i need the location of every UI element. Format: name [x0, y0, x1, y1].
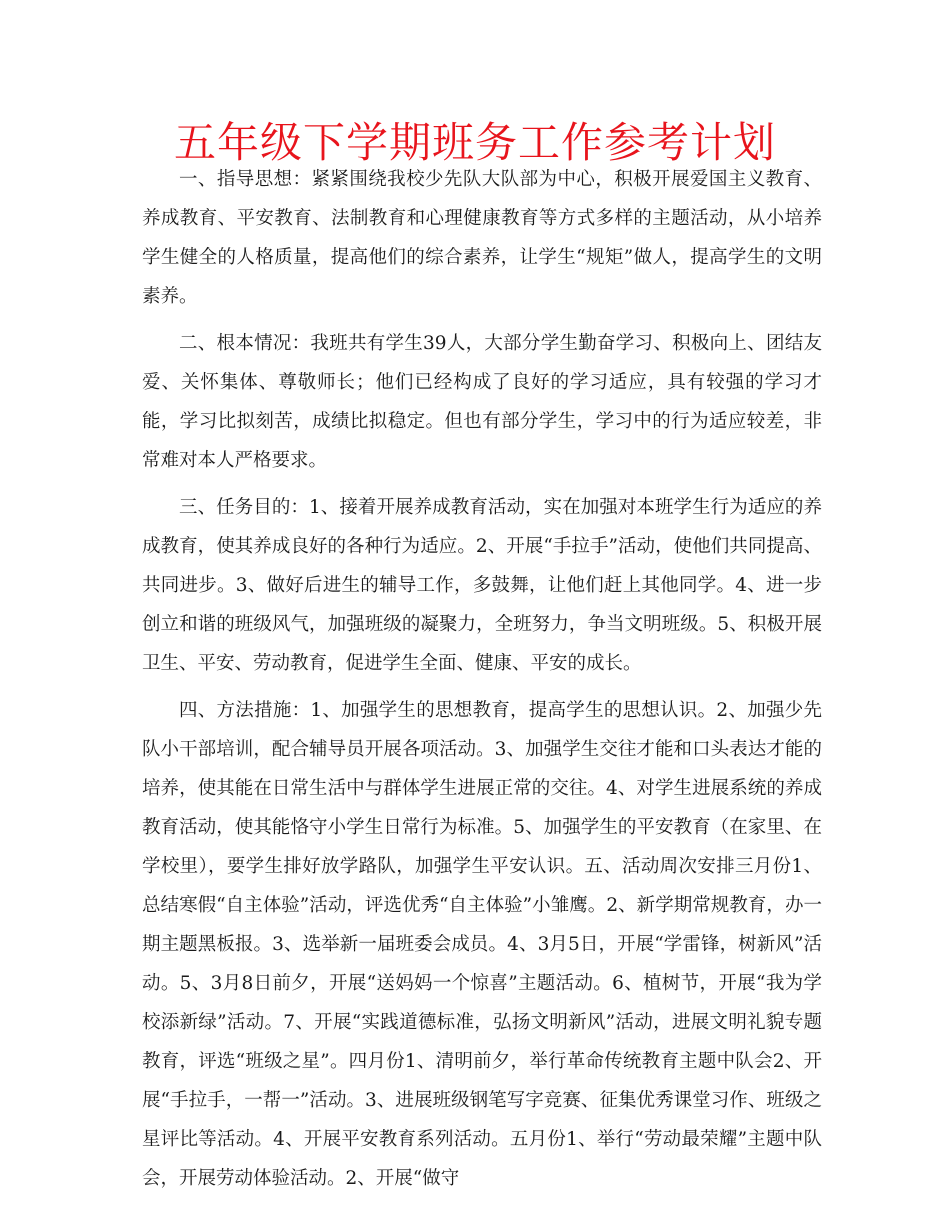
document-body — [142, 160, 822, 1198]
paragraph-methods-measures: 四、方法措施：1、加强学生的思想教育，提高学生的思想认识。2、加强少先队小干部培训，配合辅导员开展各项活动。3、加强学生交往才能和口头表达才能的培养，使其能在日常生活中与群体学生进展正常的交往。4、对学生进展系统的养成教育活动，使其能恪守小学生日常行为标准。5、加强学生的平安教育（在家里、在学校里），要学生排好放学路队，加强学生平安认识。五、活动周次安排三月份1、总结寒假“自主体验”活动，评选优秀“自主体验”小雏鹰。2、新学期常规教育，办一期主题黑板报。3、选举新一届班委会成员。4、3月5日，开展“学雷锋，树新风”活动。5、3月8日前夕，开展“送妈妈一个惊喜”主题活动。6、植树节，开展“我为学校添新绿”活动。7、开展“实践道德标准，弘扬文明新风”活动，进展文明礼貌专题教育，评选“班级之星”。四月份1、清明前夕，举行革命传统教育主题中队会2、开展“手拉手，一帮一”活动。3、进展班级钢笔写字竞赛、征集优秀课堂习作、班级之星评比等活动。4、开展平安教育系列活动。五月份1、举行“劳动最荣耀”主题中队会，开展劳动体验活动。2、开展“做守 — [142, 700, 822, 1189]
paragraph-task-goals: 三、任务目的：1、接着开展养成教育活动，实在加强对本班学生行为适应的养成教育，使其养成良好的各种行为适应。2、开展“手拉手”活动，使他们共同提高、共同进步。3、做好后进生的辅导工作，多鼓舞，让他们赶上其他同学。4、进一步创立和谐的班级风气，加强班级的凝聚力，全班努力，争当文明班级。5、积极开展卫生、平安、劳动教育，促进学生全面、健康、平安的成长。 — [142, 497, 822, 674]
paragraph-guiding-thought: 一、指导思想：紧紧围绕我校少先队大队部为中心，积极开展爱国主义教育、养成教育、平安教育、法制教育和心理健康教育等方式多样的主题活动，从小培养学生健全的人格质量，提高他们的综合素养，让学生“规矩”做人，提高学生的文明素养。 — [142, 169, 822, 307]
paragraph-basic-situation: 二、根本情况：我班共有学生39人，大部分学生勤奋学习、积极向上、团结友爱、关怀集体、尊敬师长；他们已经构成了良好的学习适应，具有较强的学习才能，学习比拟刻苦，成绩比拟稳定。但也有部分学生，学习中的行为适应较差，非常难对本人严格要求。 — [142, 333, 822, 471]
document-title: 五年级下学期班务工作参考计划 — [173, 118, 776, 167]
